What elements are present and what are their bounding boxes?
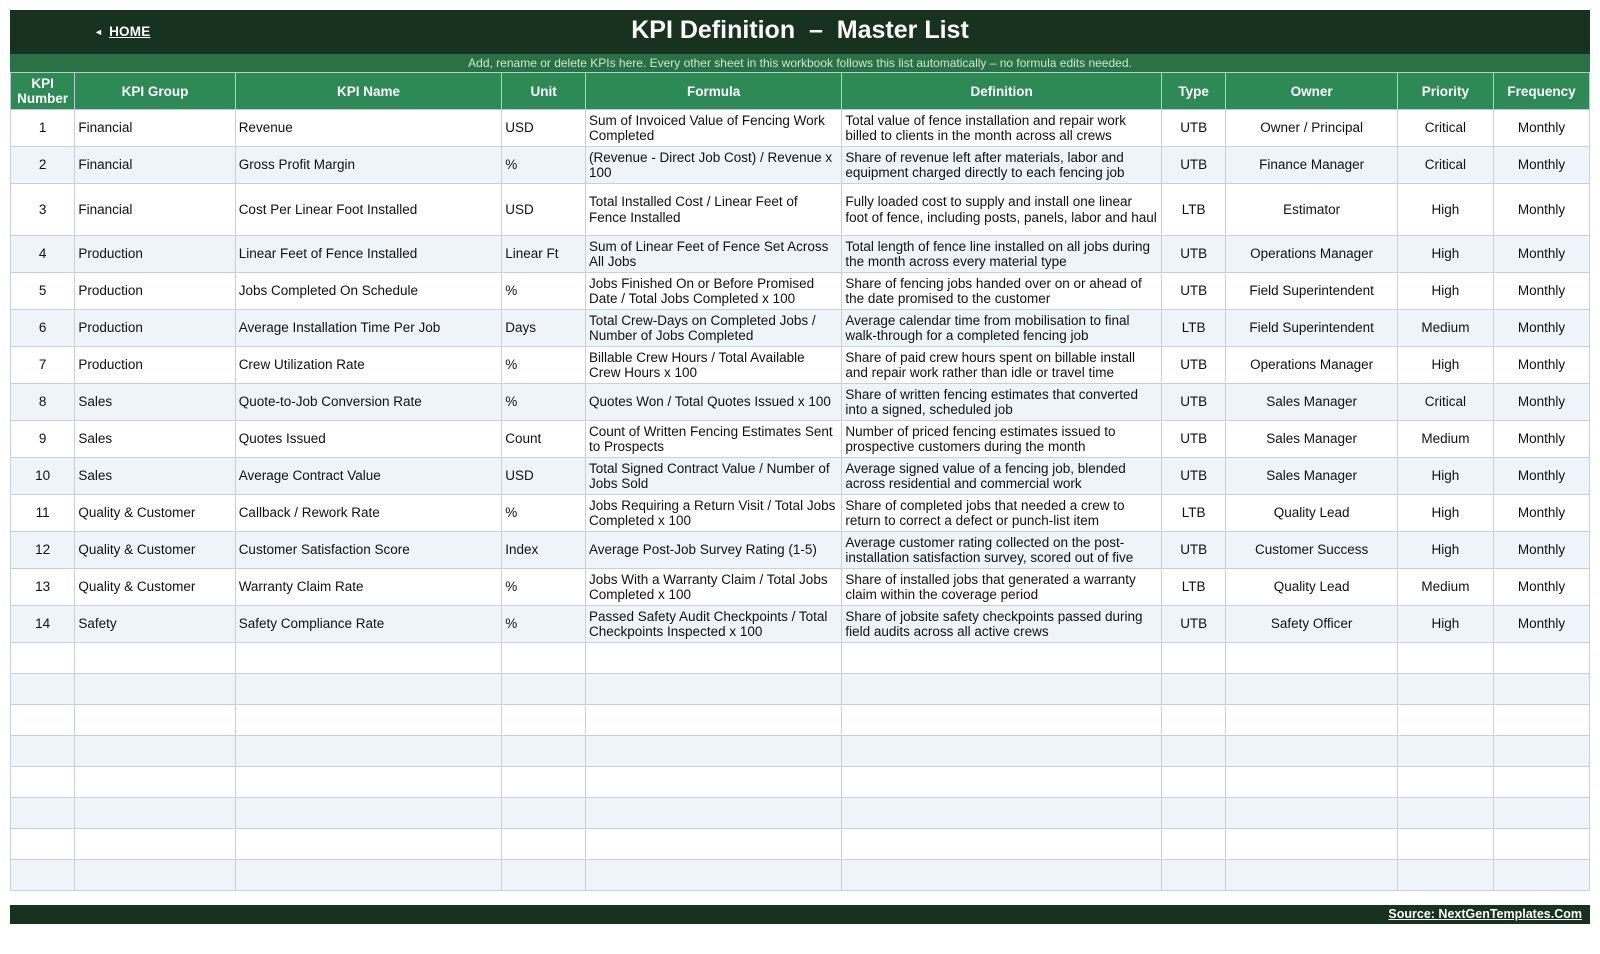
- title-bar: [10, 10, 1590, 54]
- definition-cell[interactable]: Average calendar time from mobilisation to final walk-through for a completed fencing job: [842, 310, 1162, 347]
- empty-cell[interactable]: [502, 829, 586, 860]
- empty-cell[interactable]: [586, 705, 842, 736]
- unit-cell[interactable]: %: [502, 495, 586, 532]
- column-header-unit[interactable]: Unit: [502, 73, 586, 110]
- empty-cell[interactable]: [502, 767, 586, 798]
- kpi-number-cell[interactable]: 14: [11, 606, 75, 643]
- column-header-owner[interactable]: Owner: [1226, 73, 1398, 110]
- column-header-kpi-number[interactable]: KPI Number: [11, 73, 75, 110]
- formula-cell[interactable]: Total Signed Contract Value / Number of Jobs Sold: [586, 458, 842, 495]
- empty-cell[interactable]: [11, 829, 75, 860]
- definition-cell[interactable]: Share of paid crew hours spent on billable install and repair work rather than idle or travel time: [842, 347, 1162, 384]
- definition-cell[interactable]: Number of priced fencing estimates issued to prospective customers during the month: [842, 421, 1162, 458]
- page-title: KPI Definition – Master List: [631, 16, 969, 44]
- kpi-table-body: [11, 110, 1590, 891]
- kpi-group-cell[interactable]: Financial: [75, 184, 235, 236]
- table-row: [11, 110, 1590, 147]
- empty-cell[interactable]: [1226, 736, 1398, 767]
- owner-cell[interactable]: Safety Officer: [1226, 606, 1398, 643]
- empty-cell[interactable]: [1226, 705, 1398, 736]
- priority-cell[interactable]: High: [1397, 347, 1493, 384]
- owner-cell[interactable]: Operations Manager: [1226, 347, 1398, 384]
- empty-cell[interactable]: [1493, 705, 1589, 736]
- empty-cell[interactable]: [235, 829, 502, 860]
- empty-cell[interactable]: [1162, 798, 1226, 829]
- empty-cell[interactable]: [502, 736, 586, 767]
- table-row: [11, 236, 1590, 273]
- kpi-number-cell[interactable]: 12: [11, 532, 75, 569]
- kpi-group-cell[interactable]: Quality & Customer: [75, 495, 235, 532]
- kpi-group-cell[interactable]: Production: [75, 310, 235, 347]
- formula-cell[interactable]: Passed Safety Audit Checkpoints / Total Checkpoints Inspected x 100: [586, 606, 842, 643]
- definition-cell[interactable]: Total value of fence installation and repair work billed to clients in the month across all crews: [842, 110, 1162, 147]
- owner-cell[interactable]: Quality Lead: [1226, 495, 1398, 532]
- unit-cell[interactable]: %: [502, 147, 586, 184]
- owner-cell[interactable]: Sales Manager: [1226, 384, 1398, 421]
- kpi-number-cell[interactable]: 7: [11, 347, 75, 384]
- priority-cell[interactable]: Critical: [1397, 110, 1493, 147]
- kpi-group-cell[interactable]: Sales: [75, 421, 235, 458]
- empty-cell[interactable]: [842, 674, 1162, 705]
- unit-cell[interactable]: %: [502, 606, 586, 643]
- type-cell[interactable]: UTB: [1162, 532, 1226, 569]
- type-cell[interactable]: UTB: [1162, 384, 1226, 421]
- empty-cell[interactable]: [75, 736, 235, 767]
- type-cell[interactable]: LTB: [1162, 184, 1226, 236]
- formula-cell[interactable]: Sum of Linear Feet of Fence Set Across All Jobs: [586, 236, 842, 273]
- kpi-group-cell[interactable]: Quality & Customer: [75, 532, 235, 569]
- definition-cell[interactable]: Total length of fence line installed on all jobs during the month across every material type: [842, 236, 1162, 273]
- empty-cell[interactable]: [1162, 674, 1226, 705]
- unit-cell[interactable]: Count: [502, 421, 586, 458]
- frequency-cell[interactable]: Monthly: [1493, 236, 1589, 273]
- type-cell[interactable]: UTB: [1162, 421, 1226, 458]
- type-cell[interactable]: LTB: [1162, 310, 1226, 347]
- empty-cell[interactable]: [11, 705, 75, 736]
- column-header-kpi-group[interactable]: KPI Group: [75, 73, 235, 110]
- type-cell[interactable]: UTB: [1162, 458, 1226, 495]
- definition-cell[interactable]: Share of fencing jobs handed over on or ahead of the date promised to the customer: [842, 273, 1162, 310]
- empty-cell[interactable]: [842, 736, 1162, 767]
- empty-table-row: [11, 829, 1590, 860]
- empty-cell[interactable]: [1226, 829, 1398, 860]
- empty-cell[interactable]: [235, 674, 502, 705]
- empty-cell[interactable]: [1226, 860, 1398, 891]
- priority-cell[interactable]: High: [1397, 236, 1493, 273]
- empty-cell[interactable]: [11, 736, 75, 767]
- kpi-number-cell[interactable]: 11: [11, 495, 75, 532]
- kpi-name-cell[interactable]: Linear Feet of Fence Installed: [235, 236, 502, 273]
- priority-cell[interactable]: High: [1397, 184, 1493, 236]
- formula-cell[interactable]: Jobs With a Warranty Claim / Total Jobs Completed x 100: [586, 569, 842, 606]
- column-header-formula[interactable]: Formula: [586, 73, 842, 110]
- definition-cell[interactable]: Share of installed jobs that generated a warranty claim within the coverage period: [842, 569, 1162, 606]
- definition-cell[interactable]: Share of revenue left after materials, labor and equipment charged directly to each fencing job: [842, 147, 1162, 184]
- empty-cell[interactable]: [502, 643, 586, 674]
- source-link[interactable]: Source: NextGenTemplates.Com: [1388, 907, 1582, 921]
- table-row: [11, 606, 1590, 643]
- column-header-kpi-name[interactable]: KPI Name: [235, 73, 502, 110]
- unit-cell[interactable]: %: [502, 569, 586, 606]
- empty-cell[interactable]: [502, 860, 586, 891]
- kpi-number-cell[interactable]: 1: [11, 110, 75, 147]
- empty-cell[interactable]: [502, 705, 586, 736]
- kpi-group-cell[interactable]: Financial: [75, 147, 235, 184]
- table-row: [11, 421, 1590, 458]
- table-row: [11, 273, 1590, 310]
- frequency-cell[interactable]: Monthly: [1493, 110, 1589, 147]
- empty-cell[interactable]: [1493, 798, 1589, 829]
- empty-cell[interactable]: [1397, 705, 1493, 736]
- frequency-cell[interactable]: Monthly: [1493, 606, 1589, 643]
- unit-cell[interactable]: %: [502, 384, 586, 421]
- table-row: [11, 569, 1590, 606]
- priority-cell[interactable]: High: [1397, 606, 1493, 643]
- frequency-cell[interactable]: Monthly: [1493, 310, 1589, 347]
- table-row: [11, 384, 1590, 421]
- frequency-cell[interactable]: Monthly: [1493, 569, 1589, 606]
- unit-cell[interactable]: USD: [502, 110, 586, 147]
- kpi-name-cell[interactable]: Quotes Issued: [235, 421, 502, 458]
- type-cell[interactable]: UTB: [1162, 273, 1226, 310]
- kpi-group-cell[interactable]: Sales: [75, 384, 235, 421]
- owner-cell[interactable]: Sales Manager: [1226, 458, 1398, 495]
- formula-cell[interactable]: Total Crew-Days on Completed Jobs / Number of Jobs Completed: [586, 310, 842, 347]
- empty-table-row: [11, 643, 1590, 674]
- empty-cell[interactable]: [1162, 643, 1226, 674]
- empty-cell[interactable]: [235, 643, 502, 674]
- column-header-definition[interactable]: Definition: [842, 73, 1162, 110]
- empty-cell[interactable]: [1493, 767, 1589, 798]
- kpi-group-cell[interactable]: Sales: [75, 458, 235, 495]
- empty-cell[interactable]: [1397, 829, 1493, 860]
- table-row: [11, 310, 1590, 347]
- empty-cell[interactable]: [1226, 798, 1398, 829]
- empty-cell[interactable]: [1397, 798, 1493, 829]
- empty-cell[interactable]: [75, 860, 235, 891]
- empty-table-row: [11, 705, 1590, 736]
- footer-bar: [10, 905, 1590, 924]
- empty-table-row: [11, 767, 1590, 798]
- owner-cell[interactable]: Field Superintendent: [1226, 273, 1398, 310]
- owner-cell[interactable]: Finance Manager: [1226, 147, 1398, 184]
- owner-cell[interactable]: Sales Manager: [1226, 421, 1398, 458]
- formula-cell[interactable]: Total Installed Cost / Linear Feet of Fence Installed: [586, 184, 842, 236]
- formula-cell[interactable]: Quotes Won / Total Quotes Issued x 100: [586, 384, 842, 421]
- kpi-name-cell[interactable]: Callback / Rework Rate: [235, 495, 502, 532]
- unit-cell[interactable]: %: [502, 273, 586, 310]
- empty-cell[interactable]: [1162, 829, 1226, 860]
- kpi-name-cell[interactable]: Jobs Completed On Schedule: [235, 273, 502, 310]
- definition-cell[interactable]: Share of jobsite safety checkpoints passed during field audits across all active crews: [842, 606, 1162, 643]
- kpi-number-cell[interactable]: 8: [11, 384, 75, 421]
- subtitle-note: Add, rename or delete KPIs here. Every other sheet in this workbook follows this list automatically – no formula edits needed.: [10, 54, 1590, 72]
- frequency-cell[interactable]: Monthly: [1493, 147, 1589, 184]
- priority-cell[interactable]: Medium: [1397, 421, 1493, 458]
- definition-cell[interactable]: Fully loaded cost to supply and install one linear foot of fence, including posts, panels, labor and haul: [842, 184, 1162, 236]
- type-cell[interactable]: UTB: [1162, 236, 1226, 273]
- table-row: [11, 458, 1590, 495]
- empty-table-row: [11, 674, 1590, 705]
- kpi-number-cell[interactable]: 5: [11, 273, 75, 310]
- owner-cell[interactable]: Quality Lead: [1226, 569, 1398, 606]
- empty-cell[interactable]: [586, 643, 842, 674]
- priority-cell[interactable]: High: [1397, 532, 1493, 569]
- empty-cell[interactable]: [75, 674, 235, 705]
- empty-cell[interactable]: [1493, 643, 1589, 674]
- type-cell[interactable]: LTB: [1162, 495, 1226, 532]
- empty-cell[interactable]: [1226, 674, 1398, 705]
- empty-cell[interactable]: [586, 829, 842, 860]
- unit-cell[interactable]: USD: [502, 184, 586, 236]
- empty-cell[interactable]: [1226, 643, 1398, 674]
- empty-cell[interactable]: [75, 705, 235, 736]
- empty-cell[interactable]: [1162, 860, 1226, 891]
- frequency-cell[interactable]: Monthly: [1493, 421, 1589, 458]
- empty-cell[interactable]: [1493, 860, 1589, 891]
- kpi-name-cell[interactable]: Average Contract Value: [235, 458, 502, 495]
- kpi-name-cell[interactable]: Customer Satisfaction Score: [235, 532, 502, 569]
- kpi-name-cell[interactable]: Average Installation Time Per Job: [235, 310, 502, 347]
- empty-cell[interactable]: [235, 798, 502, 829]
- priority-cell[interactable]: Medium: [1397, 569, 1493, 606]
- type-cell[interactable]: UTB: [1162, 110, 1226, 147]
- empty-table-row: [11, 860, 1590, 891]
- owner-cell[interactable]: Operations Manager: [1226, 236, 1398, 273]
- table-row: [11, 184, 1590, 236]
- unit-cell[interactable]: USD: [502, 458, 586, 495]
- table-row: [11, 495, 1590, 532]
- empty-cell[interactable]: [586, 674, 842, 705]
- kpi-group-cell[interactable]: Financial: [75, 110, 235, 147]
- empty-cell[interactable]: [1493, 736, 1589, 767]
- kpi-name-cell[interactable]: Cost Per Linear Foot Installed: [235, 184, 502, 236]
- empty-cell[interactable]: [586, 767, 842, 798]
- empty-cell[interactable]: [11, 798, 75, 829]
- empty-cell[interactable]: [842, 767, 1162, 798]
- formula-cell[interactable]: Jobs Requiring a Return Visit / Total Jobs Completed x 100: [586, 495, 842, 532]
- definition-cell[interactable]: Share of completed jobs that needed a crew to return to correct a defect or punch-list item: [842, 495, 1162, 532]
- kpi-number-cell[interactable]: 10: [11, 458, 75, 495]
- empty-cell[interactable]: [586, 798, 842, 829]
- table-row: [11, 147, 1590, 184]
- kpi-group-cell[interactable]: Production: [75, 273, 235, 310]
- empty-cell[interactable]: [75, 643, 235, 674]
- frequency-cell[interactable]: Monthly: [1493, 273, 1589, 310]
- empty-cell[interactable]: [842, 705, 1162, 736]
- empty-cell[interactable]: [1162, 736, 1226, 767]
- formula-cell[interactable]: Jobs Finished On or Before Promised Date / Total Jobs Completed x 100: [586, 273, 842, 310]
- kpi-number-cell[interactable]: 2: [11, 147, 75, 184]
- priority-cell[interactable]: Medium: [1397, 310, 1493, 347]
- priority-cell[interactable]: High: [1397, 273, 1493, 310]
- empty-cell[interactable]: [586, 860, 842, 891]
- priority-cell[interactable]: High: [1397, 458, 1493, 495]
- frequency-cell[interactable]: Monthly: [1493, 532, 1589, 569]
- kpi-group-cell[interactable]: Production: [75, 347, 235, 384]
- definition-cell[interactable]: Average signed value of a fencing job, blended across residential and commercial work: [842, 458, 1162, 495]
- kpi-name-cell[interactable]: Gross Profit Margin: [235, 147, 502, 184]
- kpi-group-cell[interactable]: Safety: [75, 606, 235, 643]
- empty-cell[interactable]: [842, 798, 1162, 829]
- formula-cell[interactable]: Count of Written Fencing Estimates Sent to Prospects: [586, 421, 842, 458]
- empty-cell[interactable]: [235, 705, 502, 736]
- formula-cell[interactable]: Sum of Invoiced Value of Fencing Work Completed: [586, 110, 842, 147]
- type-cell[interactable]: UTB: [1162, 606, 1226, 643]
- unit-cell[interactable]: Linear Ft: [502, 236, 586, 273]
- table-row: [11, 347, 1590, 384]
- empty-cell[interactable]: [11, 643, 75, 674]
- frequency-cell[interactable]: Monthly: [1493, 495, 1589, 532]
- owner-cell[interactable]: Field Superintendent: [1226, 310, 1398, 347]
- kpi-number-cell[interactable]: 4: [11, 236, 75, 273]
- empty-cell[interactable]: [1226, 767, 1398, 798]
- priority-cell[interactable]: Critical: [1397, 384, 1493, 421]
- type-cell[interactable]: UTB: [1162, 347, 1226, 384]
- type-cell[interactable]: UTB: [1162, 147, 1226, 184]
- table-header-row: [11, 73, 1590, 110]
- home-label: HOME: [109, 24, 151, 39]
- empty-cell[interactable]: [586, 736, 842, 767]
- priority-cell[interactable]: Critical: [1397, 147, 1493, 184]
- empty-table-row: [11, 798, 1590, 829]
- table-row: [11, 532, 1590, 569]
- empty-cell[interactable]: [1162, 767, 1226, 798]
- column-header-type[interactable]: Type: [1162, 73, 1226, 110]
- formula-cell[interactable]: Average Post-Job Survey Rating (1-5): [586, 532, 842, 569]
- empty-cell[interactable]: [502, 674, 586, 705]
- owner-cell[interactable]: Owner / Principal: [1226, 110, 1398, 147]
- empty-cell[interactable]: [1493, 674, 1589, 705]
- empty-cell[interactable]: [502, 798, 586, 829]
- column-header-frequency[interactable]: Frequency: [1493, 73, 1589, 110]
- kpi-name-cell[interactable]: Quote-to-Job Conversion Rate: [235, 384, 502, 421]
- kpi-number-cell[interactable]: 3: [11, 184, 75, 236]
- definition-cell[interactable]: Share of written fencing estimates that converted into a signed, scheduled job: [842, 384, 1162, 421]
- frequency-cell[interactable]: Monthly: [1493, 347, 1589, 384]
- kpi-table: [10, 72, 1590, 891]
- column-header-priority[interactable]: Priority: [1397, 73, 1493, 110]
- unit-cell[interactable]: Index: [502, 532, 586, 569]
- kpi-number-cell[interactable]: 6: [11, 310, 75, 347]
- frequency-cell[interactable]: Monthly: [1493, 184, 1589, 236]
- kpi-group-cell[interactable]: Production: [75, 236, 235, 273]
- frequency-cell[interactable]: Monthly: [1493, 384, 1589, 421]
- empty-cell[interactable]: [1397, 643, 1493, 674]
- empty-cell[interactable]: [1397, 860, 1493, 891]
- empty-cell[interactable]: [235, 736, 502, 767]
- empty-table-row: [11, 736, 1590, 767]
- kpi-name-cell[interactable]: Safety Compliance Rate: [235, 606, 502, 643]
- empty-cell[interactable]: [11, 860, 75, 891]
- owner-cell[interactable]: Customer Success: [1226, 532, 1398, 569]
- kpi-group-cell[interactable]: Quality & Customer: [75, 569, 235, 606]
- empty-cell[interactable]: [842, 643, 1162, 674]
- empty-cell[interactable]: [11, 674, 75, 705]
- empty-cell[interactable]: [1397, 736, 1493, 767]
- kpi-number-cell[interactable]: 13: [11, 569, 75, 606]
- empty-cell[interactable]: [1397, 767, 1493, 798]
- formula-cell[interactable]: (Revenue - Direct Job Cost) / Revenue x 100: [586, 147, 842, 184]
- formula-cell[interactable]: Billable Crew Hours / Total Available Crew Hours x 100: [586, 347, 842, 384]
- empty-cell[interactable]: [75, 767, 235, 798]
- empty-cell[interactable]: [235, 767, 502, 798]
- unit-cell[interactable]: Days: [502, 310, 586, 347]
- empty-cell[interactable]: [235, 860, 502, 891]
- kpi-name-cell[interactable]: Crew Utilization Rate: [235, 347, 502, 384]
- type-cell[interactable]: LTB: [1162, 569, 1226, 606]
- empty-cell[interactable]: [1493, 829, 1589, 860]
- empty-cell[interactable]: [1162, 705, 1226, 736]
- kpi-name-cell[interactable]: Revenue: [235, 110, 502, 147]
- unit-cell[interactable]: %: [502, 347, 586, 384]
- frequency-cell[interactable]: Monthly: [1493, 458, 1589, 495]
- empty-cell[interactable]: [11, 767, 75, 798]
- empty-cell[interactable]: [1397, 674, 1493, 705]
- priority-cell[interactable]: High: [1397, 495, 1493, 532]
- kpi-number-cell[interactable]: 9: [11, 421, 75, 458]
- definition-cell[interactable]: Average customer rating collected on the post-installation satisfaction survey, scored out of five: [842, 532, 1162, 569]
- empty-cell[interactable]: [842, 829, 1162, 860]
- kpi-name-cell[interactable]: Warranty Claim Rate: [235, 569, 502, 606]
- left-arrow-icon: ◄: [94, 27, 104, 37]
- empty-cell[interactable]: [75, 798, 235, 829]
- owner-cell[interactable]: Estimator: [1226, 184, 1398, 236]
- empty-cell[interactable]: [842, 860, 1162, 891]
- empty-cell[interactable]: [75, 829, 235, 860]
